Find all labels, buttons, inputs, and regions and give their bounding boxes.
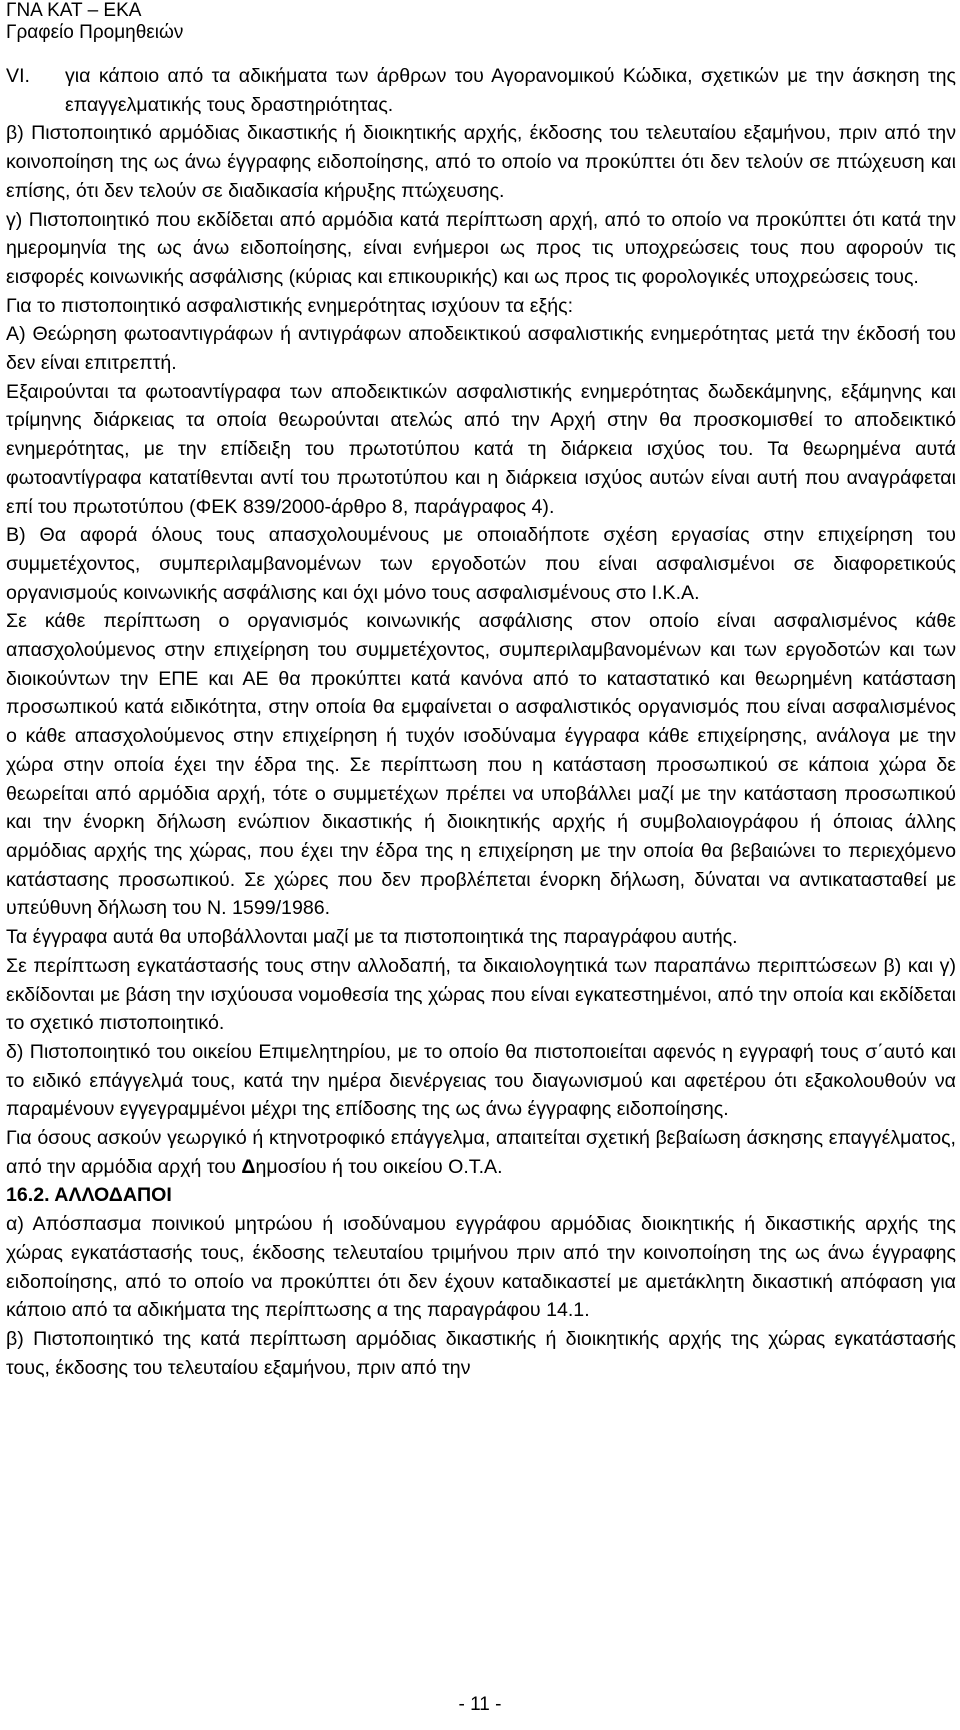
paragraph-abroad: Σε περίπτωση εγκατάστασής τους στην αλλοδαπή, τα δικαιολογητικά των παραπάνω περιπτώσεων β) και γ) εκδίδονται με βάση την ισχύουσα νομοθεσία της χώρας που είναι εγκατεστημένοι, από την οποία και εκδίδεται το σχετικό πιστοποιητικό. (6, 954, 956, 1035)
paragraph-B: Β) Θα αφορά όλους τους απασχολουμένους με οποιαδήποτε σχέση εργασίας στην επιχείρηση του συμμετέχοντος, συμπεριλαμβανομένων των εργοδοτών που είναι ασφαλισμένοι σε διαφορετικούς οργανισμούς κοινωνικής ασφάλισης και όχι μόνο τους ασφαλισμένους στο Ι.Κ.Α. (6, 524, 956, 604)
header-organization: ΓΝΑ ΚΑΤ – ΕΚΑ (6, 0, 142, 21)
section-heading-16-2: 16.2. ΑΛΛΟΔΑΠΟΙ (6, 1184, 172, 1207)
paragraph-agricultural-start: Για όσους ασκούν γεωργικό ή κτηνοτροφικό επάγγελμα, απαιτείται σχετική βεβαίωση άσκησης επαγγέλματος, από την αρμόδια αρχή του (6, 1127, 956, 1178)
paragraph-agricultural (6, 1124, 956, 1181)
list-item-label: VI. (6, 65, 30, 87)
paragraph-beta: β) Πιστοποιητικό αρμόδιας δικαστικής ή διοικητικής αρχής, έκδοσης του τελευταίου εξαμήνου, πριν από την κοινοποίηση της ως άνω έγγραφης ειδοποίησης, από το οποίο να προκύπτει ότι δεν τελούν σε πτώχευση και επίσης, ότι δεν τελούν σε διαδικασία κήρυξης πτώχευσης. (6, 122, 956, 202)
paragraph-documents-submitted: Τα έγγραφα αυτά θα υποβάλλονται μαζί με τα πιστοποιητικά της παραγράφου αυτής. (6, 926, 738, 949)
paragraph-beta-foreign: β) Πιστοποιητικό της κατά περίπτωση αρμόδιας δικαστικής ή διοικητικής αρχής της χώρας εγκατάστασής τους, έκδοσης του τελευταίου εξαμήνου, πριν από την (6, 1327, 956, 1379)
paragraph-delta: δ) Πιστοποιητικό του οικείου Επιμελητηρίου, με το οποίο θα πιστοποιείται αφενός η εγγραφή τους σ΄αυτό και το ειδικό επάγγελμά τους, κατά την ημέρα διενέργειας του διαγωνισμού και αφετέρου ότι εξακολουθούν να παραμένουν εγγεγραμμένοι μέχρι της επίδοσης της ως άνω έγγραφης ειδοποίησης. (6, 1040, 956, 1121)
document-body (6, 62, 956, 1382)
page-number: - 11 - (458, 1694, 502, 1715)
paragraph-agricultural-bold-letter: Δ (241, 1155, 256, 1178)
paragraph-agricultural-end: ημοσίου ή του οικείου Ο.Τ.Α. (255, 1155, 503, 1178)
document-header (6, 0, 183, 44)
paragraph-in-every-case: Σε κάθε περίπτωση ο οργανισμός κοινωνικής ασφάλισης στον οποίο είναι ασφαλισμένος κάθε απασχολούμενος στην επιχείρηση του συμμετέχοντος, συμπεριλαμβανομένων και των εργοδοτών και των διοικούντων την ΕΠΕ και ΑΕ θα προκύπτει κατά κανόνα από το καταστατικό και θεωρημένη κατάσταση προσωπικού κατά ειδικότητα, στην οποία θα εμφαίνεται ο ασφαλιστικός οργανισμός που είναι ασφαλισμένος ο κάθε απασχολούμενος στην επιχείρηση ή τυχόν ισοδύναμα έγγραφα κάθε επιχείρησης, ανάλογα με την χώρα στην οποία έχει την έδρα της. Σε περίπτωση που η κατάσταση προσωπικού σε κάποια χώρα δε θεωρείται από αρμόδια αρχή, τότε ο συμμετέχων πρέπει να υποβάλλει μαζί με την κατάσταση προσωπικού και την ένορκη δήλωση ενώπιον δικαστικής ή διοικητικής αρχής ή συμβολαιογράφου ή όποιας άλλης αρμόδιας αρχής της χώρας, που έχει την έδρα της η επιχείρηση με την οποία θα βεβαιώνει το περιεχόμενο κατάστασης προσωπικού. Σε χώρες που δεν προβλέπεται ένορκη δήλωση, δύναται να αντικατασταθεί με υπεύθυνη δήλωση του Ν. 1599/1986. (6, 610, 956, 920)
paragraph-alpha-foreign: α) Απόσπασμα ποινικού μητρώου ή ισοδύναμου εγγράφου αρμόδιας διοικητικής ή δικαστικής αρχής της χώρας εγκατάστασής τους, έκδοσης τελευταίου τριμήνου πριν από την κοινοποίηση της ως άνω έγγραφης ειδοποίησης, από το οποίο να προκύπτει ότι δεν έχουν καταδικαστεί με αμετάκλητη δικαστική απόφαση για κάποιο από τα αδικήματα της περίπτωσης α της παραγράφου 14.1. (6, 1213, 956, 1322)
paragraph-A: Α) Θεώρηση φωτοαντιγράφων ή αντιγράφων αποδεικτικού ασφαλιστικής ενημερότητας μετά την έκδοσή του δεν είναι επιτρεπτή. (6, 323, 956, 375)
paragraph-gamma: γ) Πιστοποιητικό που εκδίδεται από αρμόδια κατά περίπτωση αρχή, από το οποίο να προκύπτει ότι κατά την ημερομηνία της ως άνω ειδοποίησης, είναι ενήμεροι ως προς τις υποχρεώσεις τους που αφορούν τις εισφορές κοινωνικής ασφάλισης (κύριας και επικουρικής) και ως προς τις φορολογικές υποχρεώσεις τους. (6, 208, 956, 288)
paragraph-insurance-intro: Για το πιστοποιητικό ασφαλιστικής ενημερότητας ισχύουν τα εξής: (6, 294, 574, 317)
paragraph-exemptions: Εξαιρούνται τα φωτοαντίγραφα των αποδεικτικών ασφαλιστικής ενημερότητας δωδεκάμηνης, εξάμηνης και τρίμηνης διάρκειας τα οποία θεωρούνται ατελώς από την Αρχή στην θα προσκομισθεί το αποδεικτικό ενημερότητας, με την επίδειξη του πρωτοτύπου κατά τη διάρκεια ισχύος του. Τα θεωρημένα αυτά φωτοαντίγραφα κατατίθενται αντί του πρωτοτύπου και η διάρκεια ισχύος αυτών είναι αυτή που αναγράφεται επί του πρωτοτύπου (ΦΕΚ 839/2000-άρθρο 8, παράγραφος 4). (6, 380, 956, 518)
list-item-text: για κάποιο από τα αδικήματα των άρθρων του Αγορανομικού Κώδικα, σχετικών με την άσκηση της επαγγελματικής τους δραστηριότητας. (65, 65, 956, 116)
list-item-vi (6, 62, 956, 119)
header-department: Γραφείο Προμηθειών (6, 22, 184, 43)
